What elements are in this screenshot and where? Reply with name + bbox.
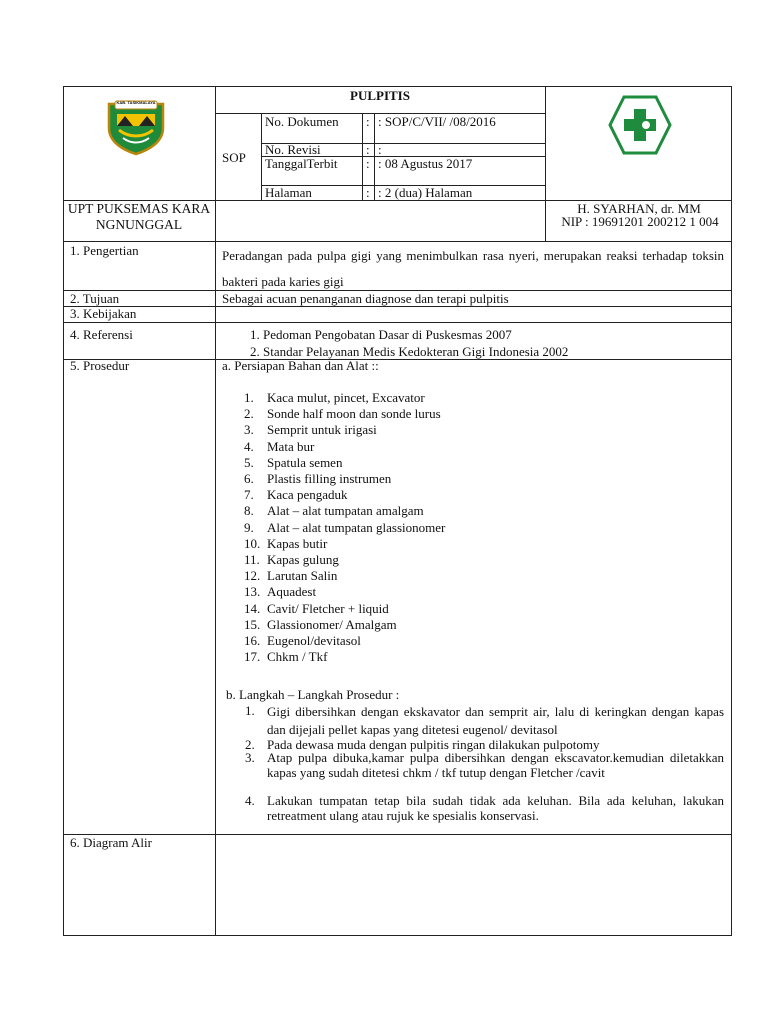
section-label-referensi: 4. Referensi — [70, 327, 133, 342]
material-number: 13. — [244, 584, 261, 600]
field-value-tanggal-terbit: : 08 Agustus 2017 — [378, 156, 473, 171]
step-number: 3. — [245, 750, 255, 765]
material-item: Spatula semen — [267, 454, 343, 470]
step-text: Lakukan tumpatan tetap bila sudah tidak ada keluhan. Bila ada keluhan, lakukan retreatment ulang atau rujuk ke spesialis konservasi. — [267, 793, 724, 823]
field-colon: : — [366, 142, 370, 157]
material-item: Larutan Salin — [267, 568, 338, 584]
material-number: 3. — [244, 422, 254, 438]
field-colon: : — [366, 114, 370, 129]
material-item: Kaca mulut, pincet, Excavator — [267, 390, 425, 405]
material-item: Mata bur — [267, 438, 315, 454]
referensi-item: 2. Standar Pelayanan Medis Kedokteran Gigi Indonesia 2002 — [250, 344, 569, 359]
material-item: Aquadest — [267, 584, 317, 600]
material-number: 8. — [244, 503, 254, 519]
material-number: 9. — [244, 519, 254, 535]
section-label-kebijakan: 3. Kebijakan — [70, 306, 137, 321]
step-text: Atap pulpa dibuka,kamar pulpa dibersihkan dengan ekscavator.kemudian diletakkan kapas yang sudah ditetesi chkm / tkf tutup dengan Fletcher /cavit — [267, 750, 724, 780]
material-item: Glassionomer/ Amalgam — [267, 616, 397, 632]
material-item: Eugenol/devitasol — [267, 633, 361, 648]
field-colon: : — [366, 156, 370, 171]
material-number: 15. — [244, 616, 261, 632]
section-label-diagram-alir: 6. Diagram Alir — [70, 835, 152, 850]
material-item: Sonde half moon dan sonde lurus — [267, 406, 441, 422]
field-value-halaman: : 2 (dua) Halaman — [378, 185, 473, 200]
material-number: 6. — [244, 471, 254, 486]
material-item: Semprit untuk irigasi — [267, 422, 377, 438]
section-label-prosedur: 5. Prosedur — [70, 358, 130, 373]
field-colon: : — [366, 185, 370, 200]
step-number: 1. — [245, 703, 255, 718]
field-label-no-dokumen: No. Dokumen — [265, 114, 339, 129]
signer-name: H. SYARHAN, dr. MM — [577, 201, 701, 216]
step-text: Gigi dibersihkan dengan ekskavator dan semprit air, lalu di keringkan dengan kapas dan dijejali pellet kapas yang ditetesi eugenol/ devitasol — [267, 704, 724, 737]
material-item: Alat – alat tumpatan amalgam — [267, 503, 424, 519]
signer-nip: NIP : 19691201 200212 1 004 — [561, 214, 719, 229]
material-item: Plastis filling instrumen — [267, 471, 392, 486]
org-name: UPT PUKSEMAS KARANGNUNGGAL — [67, 201, 211, 232]
step-number: 2. — [245, 737, 255, 752]
left-column-divider — [215, 86, 216, 936]
health-cross-logo-icon — [608, 95, 672, 155]
logo-text: KAB. TASIKMALAYA — [116, 100, 156, 105]
material-number: 16. — [244, 633, 261, 648]
page-title: PULPITIS — [350, 88, 410, 103]
material-item: Kapas butir — [267, 535, 328, 551]
material-number: 12. — [244, 568, 261, 584]
material-number: 7. — [244, 487, 254, 503]
material-number: 14. — [244, 600, 261, 616]
material-number: 2. — [244, 406, 254, 422]
tujuan-text: Sebagai acuan penanganan diagnose dan terapi pulpitis — [222, 291, 509, 306]
material-number: 5. — [244, 454, 254, 470]
part-b-title: b. Langkah – Langkah Prosedur : — [226, 687, 400, 702]
district-emblem-icon — [105, 98, 167, 156]
material-number: 1. — [244, 390, 254, 405]
field-label-no-revisi: No. Revisi — [265, 142, 321, 157]
material-item: Kapas gulung — [267, 552, 339, 567]
referensi-item: 1. Pedoman Pengobatan Dasar di Puskesmas 2007 — [250, 327, 512, 342]
material-number: 4. — [244, 438, 254, 454]
field-value-no-revisi: : — [378, 142, 382, 157]
material-item: Cavit/ Fletcher + liquid — [267, 600, 389, 616]
right-column-divider — [545, 86, 546, 241]
material-number: 11. — [244, 552, 260, 567]
part-a-title: a. Persiapan Bahan dan Alat :: — [222, 358, 379, 373]
section-label-pengertian: 1. Pengertian — [70, 243, 139, 258]
sop-label: SOP — [222, 150, 246, 165]
material-number: 10. — [244, 535, 261, 551]
step-number: 4. — [245, 793, 255, 808]
material-item: Chkm / Tkf — [267, 649, 328, 665]
pengertian-text: Peradangan pada pulpa gigi yang menimbulkan rasa nyeri, merupakan reaksi terhadap toksin bakteri pada karies gigi — [222, 248, 724, 289]
material-number: 17. — [244, 649, 261, 665]
step-text: Pada dewasa muda dengan pulpitis ringan dilakukan pulpotomy — [267, 737, 600, 752]
field-label-halaman: Halaman — [265, 185, 312, 200]
material-item: Alat – alat tumpatan glassionomer — [267, 519, 446, 535]
section-label-tujuan: 2. Tujuan — [70, 291, 120, 306]
material-item: Kaca pengaduk — [267, 487, 348, 503]
field-label-tanggal-terbit: TanggalTerbit — [265, 156, 338, 171]
field-value-no-dokumen: : SOP/C/VII/ /08/2016 — [378, 114, 496, 129]
